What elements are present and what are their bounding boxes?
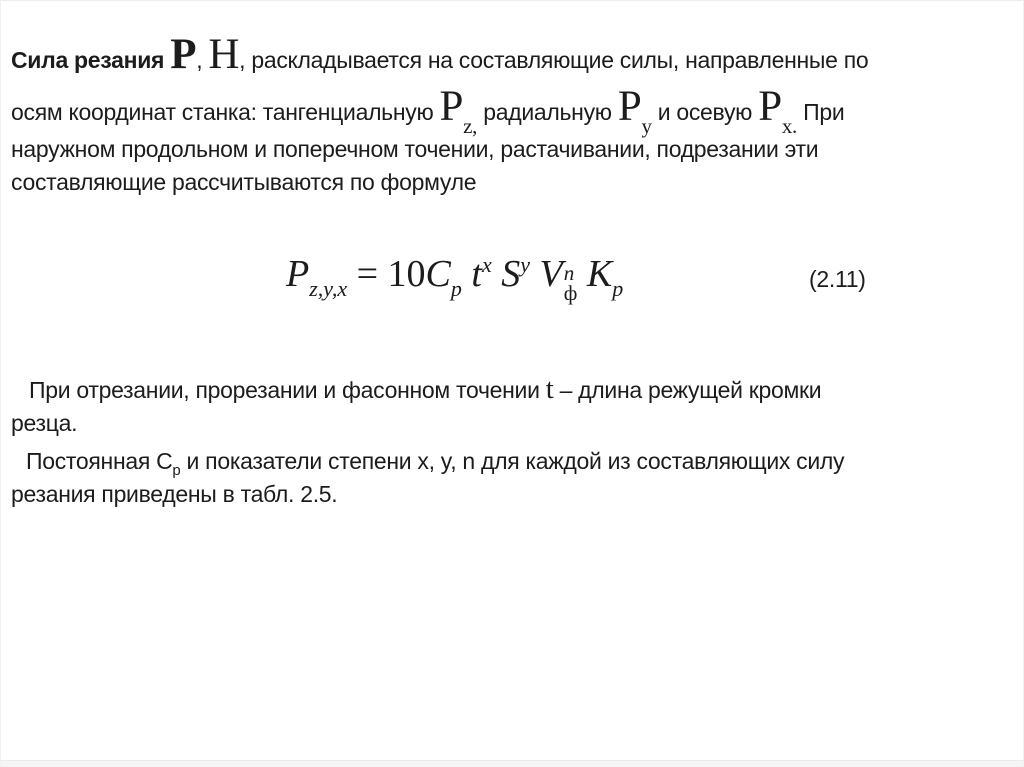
text-run: p bbox=[172, 462, 181, 479]
text-run bbox=[577, 253, 587, 295]
text-run: H bbox=[208, 31, 240, 78]
cutting-force-formula bbox=[286, 252, 623, 304]
text-run: V bbox=[539, 253, 563, 295]
text-run: Сила резания bbox=[11, 47, 171, 73]
text-run: резания приведены в табл. 2.5. bbox=[11, 481, 338, 507]
text-run: p bbox=[612, 276, 624, 301]
text-run: z,y,x bbox=[309, 276, 348, 301]
text-run: осям координат станка: тангенциальную bbox=[11, 99, 440, 125]
text-run: и осевую bbox=[651, 99, 759, 125]
formula-subscript: ф bbox=[563, 281, 578, 305]
text-run: P bbox=[758, 83, 782, 130]
text-run: y bbox=[641, 114, 652, 138]
text-run: C bbox=[425, 253, 451, 295]
text-run: наружном продольном и поперечном точении, растачивании, подрезании эти bbox=[11, 136, 819, 162]
text-run bbox=[530, 253, 540, 295]
text-run: Постоянная C bbox=[26, 448, 173, 474]
formula-superscript: n bbox=[563, 261, 575, 286]
text-run: и показатели степени x, y, n для каждой из составляющих силу bbox=[180, 448, 845, 474]
text-run: P bbox=[170, 31, 197, 78]
text-run: При отрезании, прорезании и фасонном точении bbox=[29, 377, 546, 403]
text-run: p bbox=[450, 276, 462, 301]
paragraph-cutting-force-intro bbox=[11, 29, 1013, 199]
text-run: t bbox=[471, 253, 482, 295]
text-run: y bbox=[520, 252, 530, 277]
text-run: P bbox=[617, 83, 642, 130]
text-run: x. bbox=[781, 114, 797, 138]
text-run: K bbox=[586, 253, 613, 295]
equation-number: (2.11) bbox=[809, 266, 866, 292]
text-run: z, bbox=[463, 114, 478, 138]
page-bottom-edge bbox=[1, 760, 1023, 767]
text-run: резца. bbox=[11, 410, 78, 436]
text-run: P bbox=[286, 253, 310, 295]
text-run: радиальную bbox=[477, 99, 618, 125]
text-run: составляющие рассчитываются по формуле bbox=[11, 169, 477, 195]
text-run bbox=[492, 253, 502, 295]
text-run: S bbox=[501, 253, 521, 295]
text-run: P bbox=[439, 83, 464, 130]
formula-sup-sub-stack bbox=[563, 261, 578, 305]
paragraph-cp-table-reference bbox=[11, 445, 1013, 511]
text-run: При bbox=[797, 99, 845, 125]
paragraph-t-definition bbox=[11, 374, 1013, 440]
text-run: , раскладывается на составляющие силы, направленные по bbox=[239, 47, 869, 73]
text-run: – длина режущей кромки bbox=[553, 377, 822, 403]
text-run: , bbox=[196, 47, 209, 73]
text-run bbox=[462, 253, 472, 295]
text-run: x bbox=[481, 252, 492, 277]
equation-row bbox=[1, 244, 1023, 322]
text-run: = 10 bbox=[347, 253, 426, 295]
text-run: t bbox=[545, 373, 554, 405]
